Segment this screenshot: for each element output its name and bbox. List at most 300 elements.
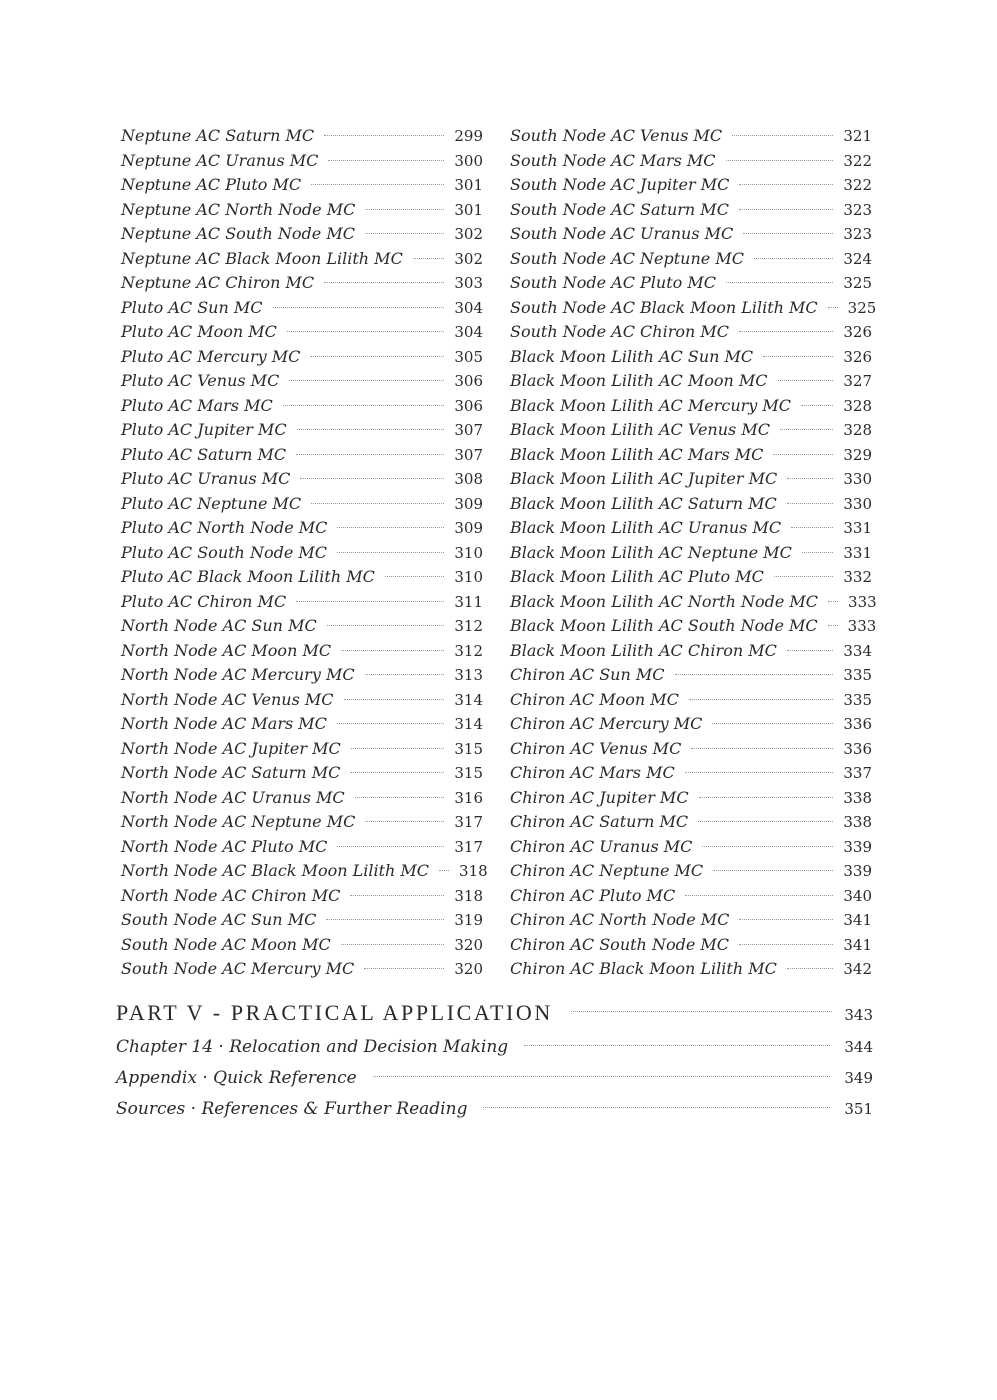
toc-entry[interactable] (510, 884, 872, 909)
entry-title: Chiron AC Mars MC (510, 763, 675, 782)
page-number: 304 (454, 298, 483, 317)
entry-title: Neptune AC Uranus MC (121, 150, 319, 170)
entry-title: Neptune AC Black Moon Lilith MC (121, 248, 403, 268)
entry-title: Pluto AC Uranus MC (121, 469, 291, 488)
toc-entry[interactable] (510, 394, 872, 419)
dot-leader (828, 625, 838, 626)
toc-entry[interactable] (121, 173, 483, 198)
page-number: 339 (843, 862, 872, 880)
dot-leader (787, 968, 834, 969)
dot-leader (350, 772, 444, 773)
dot-leader (739, 184, 833, 185)
entry-title: North Node AC Uranus MC (121, 787, 345, 807)
page-number: 299 (454, 127, 483, 145)
page-number: 307 (454, 445, 483, 464)
entry-title: South Node AC Chiron MC (510, 322, 729, 341)
page-number: 349 (844, 1069, 873, 1087)
dot-leader (702, 846, 833, 847)
entry-title: Pluto AC Black Moon Lilith MC (121, 567, 375, 586)
toc-entry[interactable] (116, 1063, 873, 1094)
page-number: 319 (454, 911, 483, 929)
toc-entry[interactable] (121, 320, 483, 345)
toc-entry[interactable] (510, 663, 872, 688)
page-number: 342 (843, 960, 872, 978)
page-number: 328 (843, 396, 872, 415)
toc-entry[interactable] (510, 835, 872, 860)
page-number: 308 (454, 470, 483, 488)
entry-title: Black Moon Lilith AC Neptune MC (510, 542, 792, 562)
page-number: 336 (843, 715, 872, 733)
page-number: 315 (454, 764, 483, 782)
entry-title: Pluto AC Neptune MC (121, 493, 302, 513)
dot-leader (337, 846, 444, 847)
toc-entry[interactable] (121, 737, 483, 762)
entry-title: South Node AC Black Moon Lilith MC (510, 297, 818, 317)
page-number: 335 (843, 690, 872, 709)
page-number: 338 (843, 788, 872, 807)
entry-title: Pluto AC Moon MC (121, 322, 277, 341)
page-number: 337 (843, 764, 872, 782)
dot-leader (524, 1045, 830, 1046)
page-number: 302 (454, 225, 483, 243)
entry-title: Neptune AC Pluto MC (121, 175, 302, 194)
part-heading: PART V - PRACTICAL APPLICATION (116, 1000, 553, 1025)
toc-entry[interactable] (510, 492, 872, 517)
page-number: 320 (454, 960, 483, 978)
entry-title: Black Moon Lilith AC Mars MC (510, 444, 764, 464)
entry-title: Black Moon Lilith AC Moon MC (510, 371, 768, 390)
toc-entry[interactable] (116, 1032, 873, 1063)
entry-title: Black Moon Lilith AC Jupiter MC (510, 469, 778, 488)
toc-entry[interactable] (510, 639, 872, 664)
toc-entry[interactable] (510, 173, 872, 198)
entry-title: Neptune AC Chiron MC (121, 273, 315, 292)
page-number: 303 (454, 274, 483, 292)
toc-entry[interactable] (121, 933, 483, 958)
entry-title: South Node AC Venus MC (510, 126, 723, 145)
toc-entry[interactable] (121, 467, 483, 492)
dot-leader (355, 797, 445, 798)
page-number: 306 (454, 372, 483, 390)
dot-leader (763, 356, 833, 357)
page-number: 334 (843, 641, 872, 660)
toc-entry[interactable] (121, 639, 483, 664)
entry-title: North Node AC Chiron MC (121, 885, 341, 905)
dot-leader (699, 797, 834, 798)
page-number: 341 (843, 935, 872, 954)
page-number: 332 (843, 568, 872, 586)
toc-entry[interactable] (121, 761, 483, 786)
toc-entry[interactable] (510, 149, 872, 174)
page-number: 309 (454, 519, 483, 537)
entry-title: Black Moon Lilith AC South Node MC (510, 616, 818, 635)
toc-entry[interactable] (510, 222, 872, 247)
page-number: 301 (454, 200, 483, 219)
page-number: 323 (843, 200, 872, 219)
dot-leader (328, 160, 444, 161)
toc-entry[interactable] (510, 320, 872, 345)
toc-entry[interactable] (121, 565, 483, 590)
part-heading-entry[interactable] (116, 994, 873, 1032)
toc-entry[interactable] (121, 443, 483, 468)
dot-leader (801, 405, 833, 406)
dot-leader (341, 650, 444, 651)
toc-entry[interactable] (510, 541, 872, 566)
page-number: 312 (454, 641, 483, 660)
toc-entry[interactable] (121, 345, 483, 370)
page-number: 316 (454, 788, 483, 807)
dot-leader (311, 184, 444, 185)
toc-entry[interactable] (510, 933, 872, 958)
entry-title: North Node AC Sun MC (121, 616, 317, 635)
page-number: 325 (847, 298, 877, 317)
dot-leader (802, 552, 834, 553)
toc-entry[interactable] (510, 418, 872, 443)
toc-entry[interactable] (510, 516, 872, 541)
toc-entry[interactable] (121, 957, 483, 982)
dot-leader (571, 1011, 832, 1012)
entry-title: Black Moon Lilith AC Saturn MC (510, 493, 777, 513)
entry-title: Neptune AC Saturn MC (121, 126, 315, 145)
entry-title: Black Moon Lilith AC North Node MC (510, 591, 819, 611)
page-number: 317 (454, 837, 483, 856)
dot-leader (344, 699, 445, 700)
toc-entry[interactable] (510, 590, 877, 615)
toc-entry[interactable] (121, 884, 483, 909)
page-number: 322 (843, 176, 872, 194)
page-number: 339 (843, 837, 872, 856)
dot-leader (685, 772, 834, 773)
entry-title: North Node AC Saturn MC (121, 763, 341, 782)
page-number: 302 (454, 249, 483, 268)
dot-leader (739, 331, 833, 332)
entry-title: South Node AC Mars MC (510, 150, 716, 170)
toc-entry[interactable] (121, 835, 483, 860)
toc-entry[interactable] (121, 712, 483, 737)
toc-entry[interactable] (121, 296, 483, 321)
toc-entry[interactable] (121, 541, 483, 566)
dot-leader (787, 650, 834, 651)
dot-leader (685, 895, 833, 896)
entry-title: North Node AC Moon MC (121, 640, 332, 660)
toc-entry[interactable] (121, 810, 483, 835)
page-number: 336 (843, 739, 872, 758)
dot-leader (311, 503, 444, 504)
toc-entry[interactable] (510, 908, 872, 933)
toc-entry[interactable] (121, 614, 483, 639)
page-number: 320 (454, 935, 483, 954)
entry-title: Neptune AC South Node MC (121, 224, 355, 243)
dot-leader (287, 331, 444, 332)
dot-leader (324, 135, 444, 136)
dot-leader (413, 258, 445, 259)
dot-leader (337, 527, 444, 528)
dot-leader (739, 944, 833, 945)
dot-leader (324, 282, 444, 283)
toc-entry[interactable] (510, 688, 872, 713)
toc-entry[interactable] (121, 590, 483, 615)
page-number: 340 (843, 886, 872, 905)
toc-entry[interactable] (121, 271, 483, 296)
dot-leader (350, 895, 444, 896)
dot-leader (373, 1076, 831, 1077)
page-number: 318 (459, 862, 488, 880)
entry-title: Pluto AC Mars MC (121, 395, 273, 415)
entry-title: Chiron AC Jupiter MC (510, 787, 689, 807)
entry-title: South Node AC Pluto MC (510, 273, 716, 292)
toc-entry[interactable] (121, 908, 483, 933)
entry-title: Neptune AC North Node MC (121, 199, 356, 219)
page-number: 310 (454, 543, 483, 562)
page-number: 309 (454, 494, 483, 513)
entry-title: Chiron AC Uranus MC (510, 836, 693, 856)
dot-leader (327, 625, 445, 626)
entry-title: Pluto AC North Node MC (121, 518, 328, 537)
entry-title: Black Moon Lilith AC Uranus MC (510, 518, 782, 537)
dot-leader (739, 209, 833, 210)
dot-leader (691, 748, 833, 749)
toc-entry[interactable] (510, 369, 872, 394)
page-number: 323 (843, 225, 872, 243)
dot-leader (732, 135, 833, 136)
page-number: 329 (843, 445, 872, 464)
toc-entry[interactable] (121, 394, 483, 419)
toc-entry[interactable] (510, 810, 872, 835)
toc-entry[interactable] (510, 737, 872, 762)
entry-title: North Node AC Mars MC (121, 714, 327, 733)
entry-title: Pluto AC Chiron MC (121, 591, 287, 611)
toc-entry[interactable] (121, 786, 483, 811)
toc-entry[interactable] (116, 1094, 873, 1125)
dot-leader (351, 748, 445, 749)
dot-leader (689, 699, 833, 700)
page-number: 330 (843, 470, 872, 488)
entry-title: Chiron AC Black Moon Lilith MC (510, 959, 777, 978)
dot-leader (365, 209, 444, 210)
toc-entry[interactable] (510, 565, 872, 590)
entry-title: South Node AC Moon MC (121, 934, 331, 954)
page-number: 301 (454, 176, 483, 194)
dot-leader (365, 821, 444, 822)
page-number: 314 (454, 715, 483, 733)
toc-entry[interactable] (510, 614, 877, 639)
page-number: 333 (848, 592, 877, 611)
dot-leader (713, 870, 833, 871)
dot-leader (791, 527, 833, 528)
toc-entry[interactable] (121, 688, 483, 713)
toc-columns (121, 124, 877, 982)
toc-entry[interactable] (121, 369, 483, 394)
dot-leader (365, 674, 445, 675)
entry-title: South Node AC Saturn MC (510, 199, 729, 219)
toc-entry[interactable] (510, 761, 872, 786)
entry-title: Chiron AC Moon MC (510, 689, 679, 709)
page-number: 335 (843, 666, 872, 684)
part-section (116, 994, 873, 1125)
page-number: 351 (844, 1100, 873, 1118)
entry-title: Pluto AC Mercury MC (121, 346, 301, 366)
dot-leader (289, 380, 444, 381)
entry-title: Chiron AC Sun MC (510, 665, 665, 684)
page-number: 315 (454, 739, 483, 758)
entry-title: Black Moon Lilith AC Venus MC (510, 420, 770, 439)
dot-leader (712, 723, 833, 724)
entry-title: North Node AC Venus MC (121, 689, 334, 709)
entry-title: Black Moon Lilith AC Sun MC (510, 346, 754, 366)
dot-leader (337, 552, 444, 553)
entry-title: Chapter 14 · Relocation and Decision Making (116, 1037, 509, 1057)
entry-title: South Node AC Uranus MC (510, 224, 734, 243)
entry-title: North Node AC Neptune MC (121, 812, 356, 831)
dot-leader (296, 601, 444, 602)
dot-leader (326, 919, 444, 920)
entry-title: South Node AC Jupiter MC (510, 175, 730, 194)
page-number: 330 (843, 494, 872, 513)
dot-leader (774, 576, 834, 577)
page-number: 300 (454, 151, 483, 170)
entry-title: Pluto AC Saturn MC (121, 444, 287, 464)
page-number: 326 (843, 323, 872, 341)
toc-entry[interactable] (121, 247, 483, 272)
dot-leader (675, 674, 834, 675)
toc-entry[interactable] (121, 516, 483, 541)
toc-entry[interactable] (510, 786, 872, 811)
toc-entry[interactable] (121, 198, 483, 223)
toc-entry[interactable] (510, 859, 872, 884)
toc-entry[interactable] (121, 222, 483, 247)
page-number: 304 (454, 323, 483, 341)
dot-leader (780, 429, 833, 430)
page-number: 310 (454, 568, 483, 586)
page-number: 331 (843, 519, 872, 537)
dot-leader (787, 503, 834, 504)
page-number: 314 (454, 690, 483, 709)
page-number: 338 (843, 813, 872, 831)
page-number: 321 (843, 127, 872, 145)
toc-entry[interactable] (121, 859, 488, 884)
entry-title: Chiron AC South Node MC (510, 934, 729, 954)
dot-leader (364, 968, 444, 969)
toc-entry[interactable] (121, 149, 483, 174)
page-number: 322 (843, 151, 872, 170)
dot-leader (337, 723, 444, 724)
toc-entry[interactable] (510, 712, 872, 737)
page-number: 343 (844, 1006, 873, 1024)
page-number: 327 (843, 372, 872, 390)
dot-leader (439, 870, 449, 871)
dot-leader (273, 307, 445, 308)
entry-title: Black Moon Lilith AC Pluto MC (510, 567, 764, 586)
dot-leader (296, 454, 444, 455)
entry-title: North Node AC Pluto MC (121, 836, 328, 856)
page-number: 312 (454, 617, 483, 635)
entry-title: Pluto AC Venus MC (121, 371, 280, 390)
page-number: 318 (454, 886, 483, 905)
dot-leader (341, 944, 445, 945)
dot-leader (297, 429, 445, 430)
entry-title: North Node AC Jupiter MC (121, 738, 341, 758)
toc-entry[interactable] (510, 198, 872, 223)
part-entries (116, 1032, 873, 1125)
toc-entry[interactable] (510, 296, 877, 321)
toc-entry[interactable] (121, 124, 483, 149)
page-number: 307 (454, 421, 483, 439)
dot-leader (828, 307, 838, 308)
entry-title: Sources · References & Further Reading (116, 1099, 468, 1119)
dot-leader (483, 1107, 830, 1108)
dot-leader (300, 478, 444, 479)
toc-entry[interactable] (510, 467, 872, 492)
entry-title: Chiron AC Neptune MC (510, 861, 704, 880)
dot-leader (743, 233, 833, 234)
dot-leader (787, 478, 833, 479)
page-number: 328 (843, 421, 872, 439)
entry-title: Black Moon Lilith AC Chiron MC (510, 640, 777, 660)
toc-entry[interactable] (510, 271, 872, 296)
dot-leader (773, 454, 833, 455)
page-number: 306 (454, 396, 483, 415)
dot-leader (726, 282, 833, 283)
entry-title: Black Moon Lilith AC Mercury MC (510, 395, 792, 415)
entry-title: North Node AC Black Moon Lilith MC (121, 861, 430, 880)
page-number: 305 (454, 347, 483, 366)
dot-leader (698, 821, 833, 822)
page-number: 325 (843, 274, 872, 292)
entry-title: Pluto AC Sun MC (121, 297, 263, 317)
dot-leader (283, 405, 445, 406)
entry-title: South Node AC Neptune MC (510, 248, 744, 268)
dot-leader (726, 160, 834, 161)
page-number: 317 (454, 813, 483, 831)
entry-title: Chiron AC Saturn MC (510, 812, 689, 831)
dot-leader (310, 356, 444, 357)
page-number: 313 (454, 666, 483, 684)
entry-title: Pluto AC Jupiter MC (121, 420, 287, 439)
page-number: 331 (843, 543, 872, 562)
dot-leader (828, 601, 838, 602)
dot-leader (739, 919, 833, 920)
entry-title: Pluto AC South Node MC (121, 542, 327, 562)
entry-title: Chiron AC North Node MC (510, 910, 730, 929)
page-number: 333 (847, 617, 877, 635)
entry-title: South Node AC Mercury MC (121, 959, 355, 978)
toc-entry[interactable] (121, 663, 483, 688)
toc-entry[interactable] (510, 443, 872, 468)
entry-title: Chiron AC Pluto MC (510, 885, 676, 905)
toc-entry[interactable] (121, 418, 483, 443)
toc-entry[interactable] (510, 247, 872, 272)
toc-entry[interactable] (510, 345, 872, 370)
entry-title: South Node AC Sun MC (121, 910, 317, 929)
toc-left-column (121, 124, 488, 982)
page-number: 324 (843, 249, 872, 268)
page-number: 326 (843, 347, 872, 366)
toc-right-column (510, 124, 877, 982)
entry-title: North Node AC Mercury MC (121, 665, 355, 684)
dot-leader (385, 576, 445, 577)
entry-title: Chiron AC Mercury MC (510, 714, 703, 733)
dot-leader (778, 380, 834, 381)
entry-title: Chiron AC Venus MC (510, 738, 682, 758)
toc-entry[interactable] (510, 124, 872, 149)
page-number: 341 (843, 911, 872, 929)
toc-entry[interactable] (510, 957, 872, 982)
toc-entry[interactable] (121, 492, 483, 517)
page-number: 311 (454, 592, 483, 611)
dot-leader (754, 258, 833, 259)
page-number: 344 (844, 1038, 873, 1056)
dot-leader (365, 233, 444, 234)
